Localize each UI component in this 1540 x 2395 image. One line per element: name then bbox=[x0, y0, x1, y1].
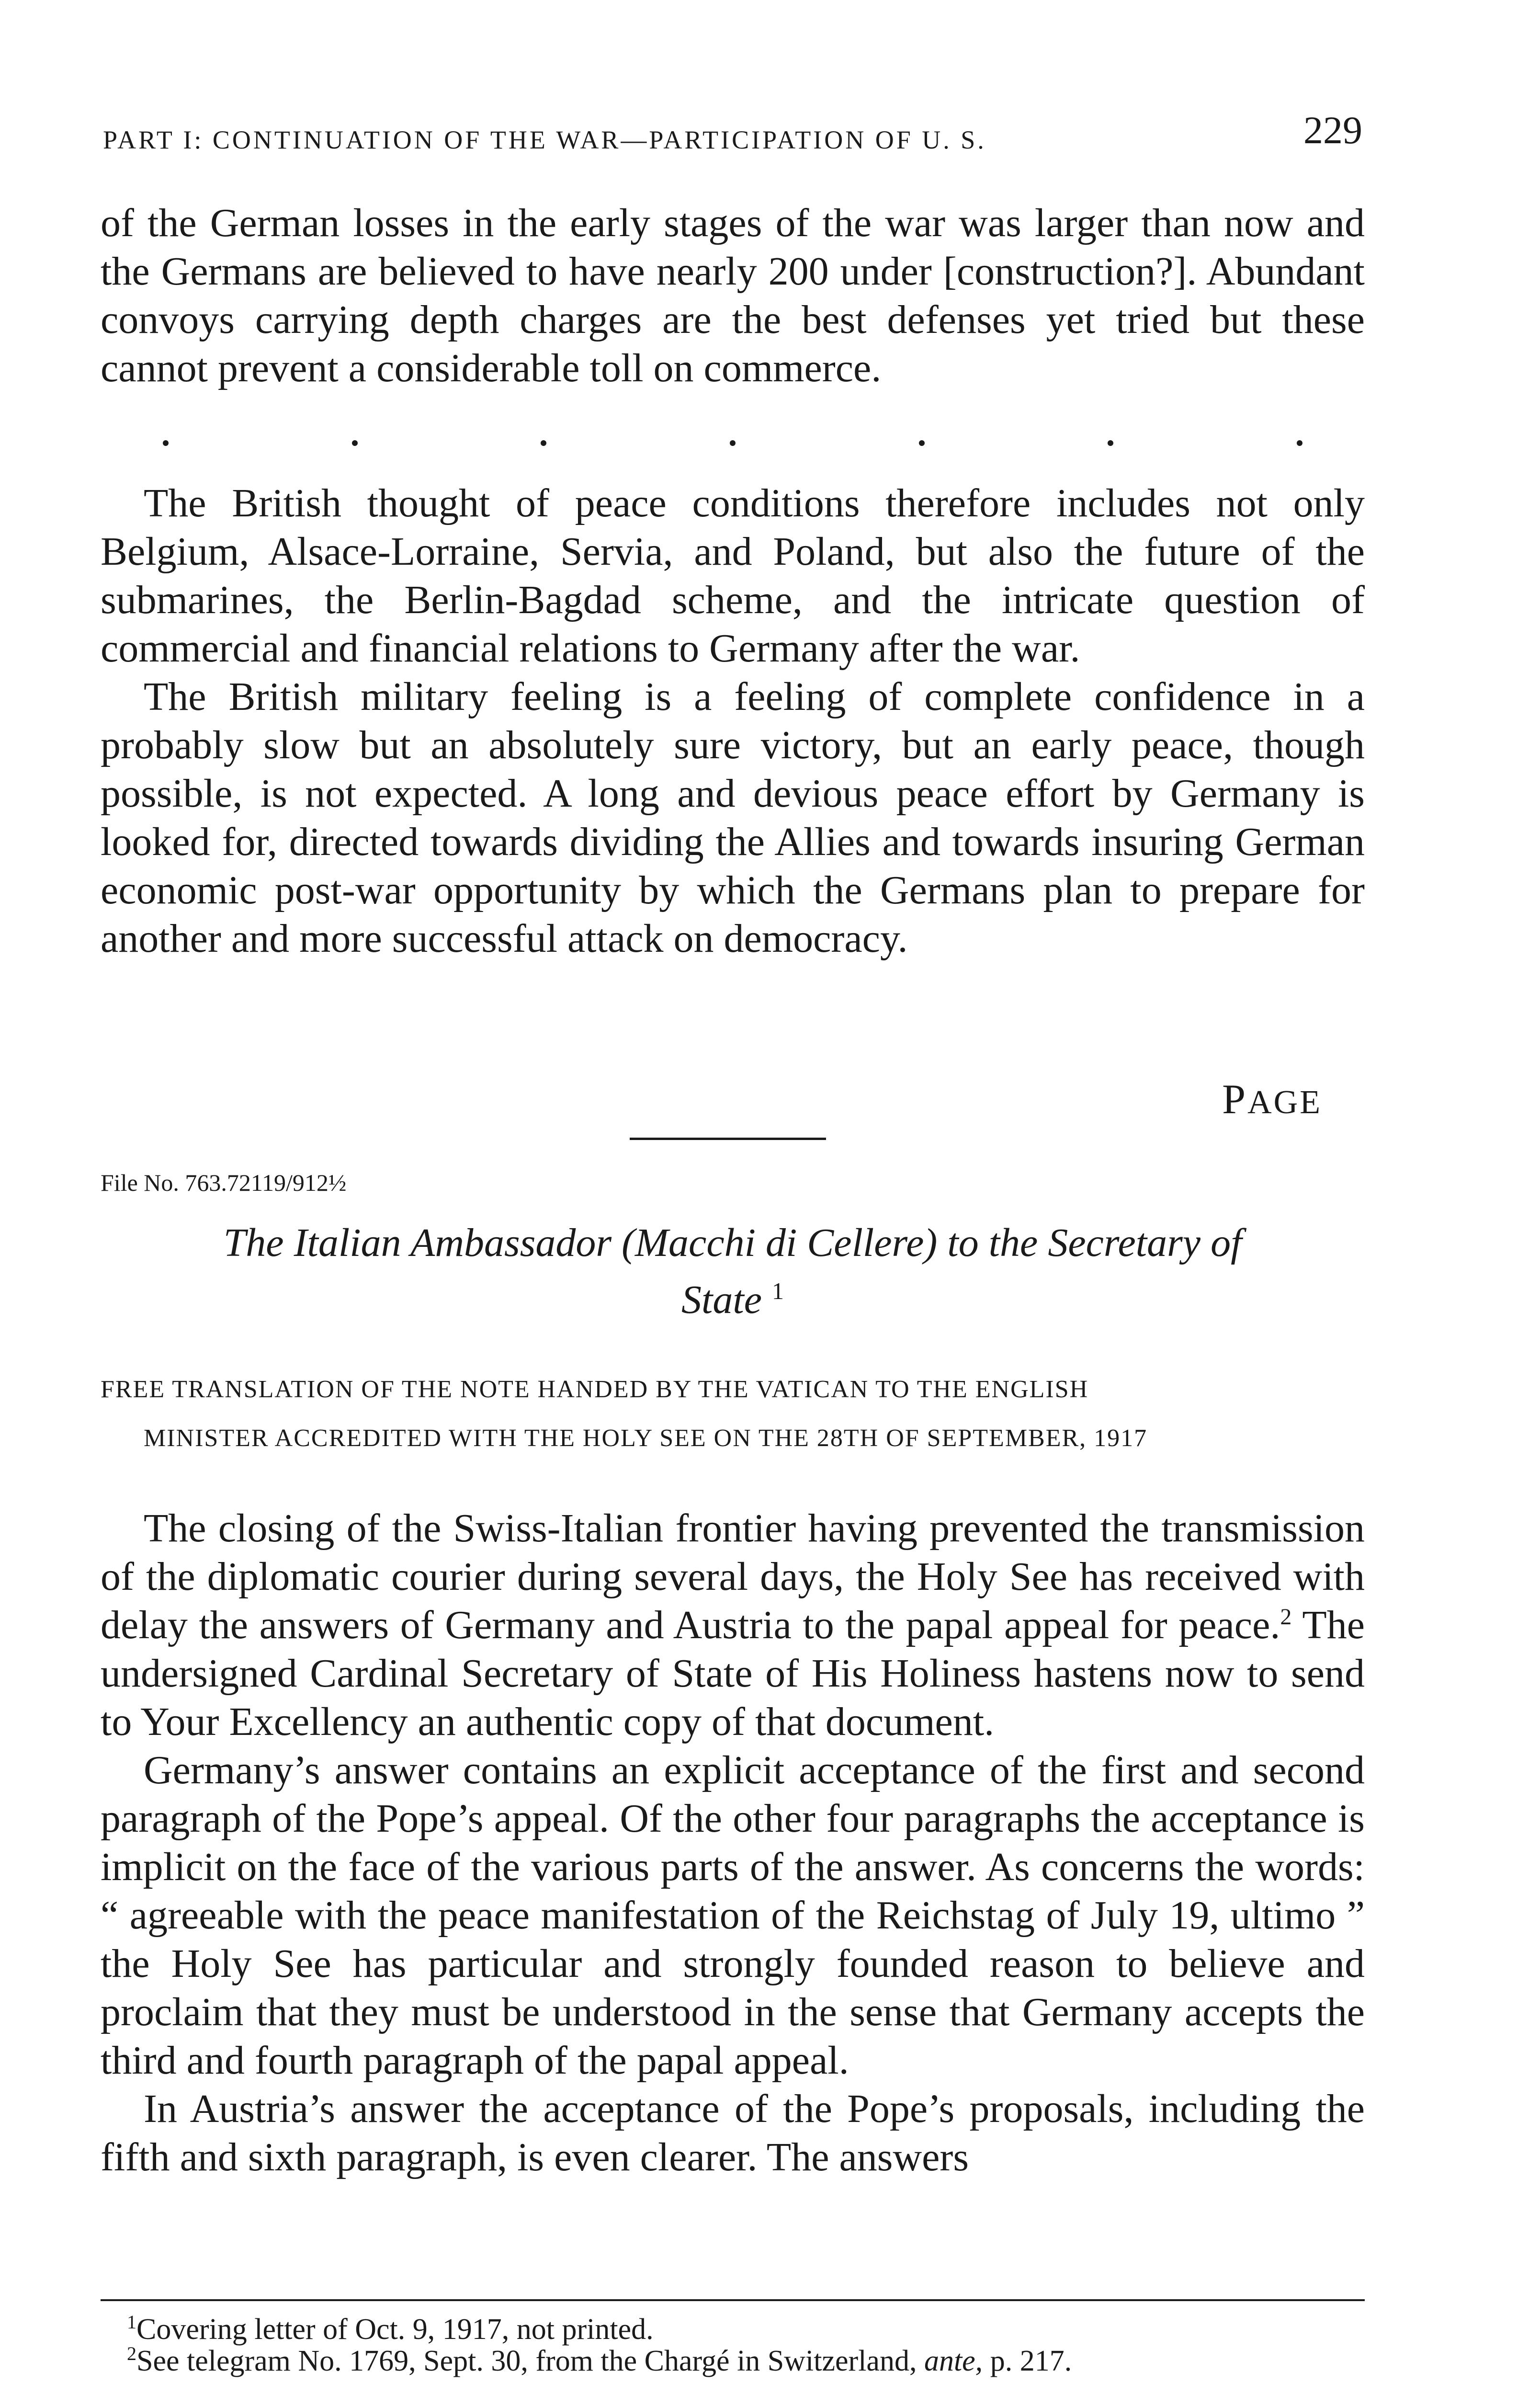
running-header bbox=[103, 108, 1362, 165]
title-line-2: State bbox=[681, 1277, 762, 1322]
footnotes bbox=[101, 2311, 1365, 2377]
ellipsis-dot bbox=[541, 440, 546, 446]
ellipsis-dot bbox=[352, 440, 358, 446]
title-footnote-ref: 1 bbox=[771, 1277, 784, 1304]
subheading-line-1: FREE TRANSLATION OF THE NOTE HANDED BY THE VATICAN TO THE ENGLISH bbox=[101, 1376, 1089, 1403]
paragraph-courier: The closing of the Swiss-Italian frontier having prevented the transmission of the diplomatic courier during several days, the Holy See has received with delay the answers of Germany and Austria to the papal appeal for peace.$^2$ The undersigned Cardinal Secretary of State of His Holiness hastens now to send to Your Excellency an authentic copy of that document. bbox=[101, 1506, 1365, 1744]
document-title bbox=[101, 1219, 1365, 1324]
page-number: 229 bbox=[1303, 108, 1362, 152]
ellipsis-dot bbox=[1297, 440, 1302, 446]
file-number: File No. 763.72119/912½ bbox=[101, 1169, 347, 1196]
footnote-divider bbox=[101, 2299, 1365, 2301]
subheading-line-2: MINISTER ACCREDITED WITH THE HOLY SEE ON THE 28TH OF SEPTEMBER, 1917 bbox=[144, 1425, 1148, 1452]
section-divider bbox=[630, 1138, 826, 1140]
signature: PAGE bbox=[1222, 1076, 1322, 1123]
paragraph-peace-conditions: The British thought of peace conditions therefore includes not only Belgium, Alsace-Lorraine, Servia, and Poland, but also the future of the submarines, the Berlin-Bagdad scheme, and the intricate question of commercial and financial relations to Germany after the war. bbox=[101, 481, 1365, 671]
title-line-1: The Italian Ambassador (Macchi di Cellere) to the Secretary of bbox=[223, 1220, 1242, 1265]
running-title: PART I: CONTINUATION OF THE WAR—PARTICIPATION OF U. S. bbox=[103, 125, 986, 154]
translation-subheading bbox=[101, 1365, 1365, 1463]
british-paragraphs-block bbox=[101, 479, 1365, 963]
ellipsis-dot bbox=[730, 440, 736, 446]
paragraph-continued: of the German losses in the early stages of the war was larger than now and the Germans are believed to have nearly 200 under [construction?]. Abundant convoys carrying depth charges are the best defenses yet tried but these cannot prevent a considerable toll on commerce. bbox=[101, 201, 1365, 390]
footnote-2: $^2$See telegram No. 1769, Sept. 30, from the Chargé in Switzerland, ante, p. 217. bbox=[127, 2343, 1072, 2377]
ellipsis-dots bbox=[163, 433, 1302, 453]
ellipsis-dot bbox=[1108, 440, 1113, 446]
vatican-note-block bbox=[101, 1504, 1365, 2181]
ellipsis-dot bbox=[919, 440, 925, 446]
ellipsis-dot bbox=[163, 440, 169, 446]
paragraph-military-feeling: The British military feeling is a feeling of complete confidence in a probably slow but an absolutely sure victory, but an early peace, though possible, is not expected. A long and devious peace effort by Germany is looked for, directed towards dividing the Allies and towards insuring German economic post-war opportunity by which the Germans plan to prepare for another and more successful attack on democracy. bbox=[101, 674, 1365, 961]
footnote-ref-2: 2 bbox=[1280, 1604, 1292, 1630]
continued-paragraph-block bbox=[101, 199, 1365, 392]
footnote-1: $^1$Covering letter of Oct. 9, 1917, not printed. bbox=[127, 2311, 654, 2346]
paragraph-austria-answer: In Austria’s answer the acceptance of the Pope’s proposals, including the fifth and sixth paragraph, is even clearer. The answers bbox=[101, 2087, 1365, 2179]
paragraph-germany-answer: Germany’s answer contains an explicit acceptance of the first and second paragraph of the Pope’s appeal. Of the other four paragraphs the acceptance is implicit on the face of the various parts of the answer. As concerns the words: “ agreeable with the peace manifestation of the Reichstag of July 19, ultimo ” the Holy See has particular and strongly founded reason to believe and proclaim that they must be understood in the sense that Germany accepts the third and fourth paragraph of the papal appeal. bbox=[101, 1748, 1365, 2083]
